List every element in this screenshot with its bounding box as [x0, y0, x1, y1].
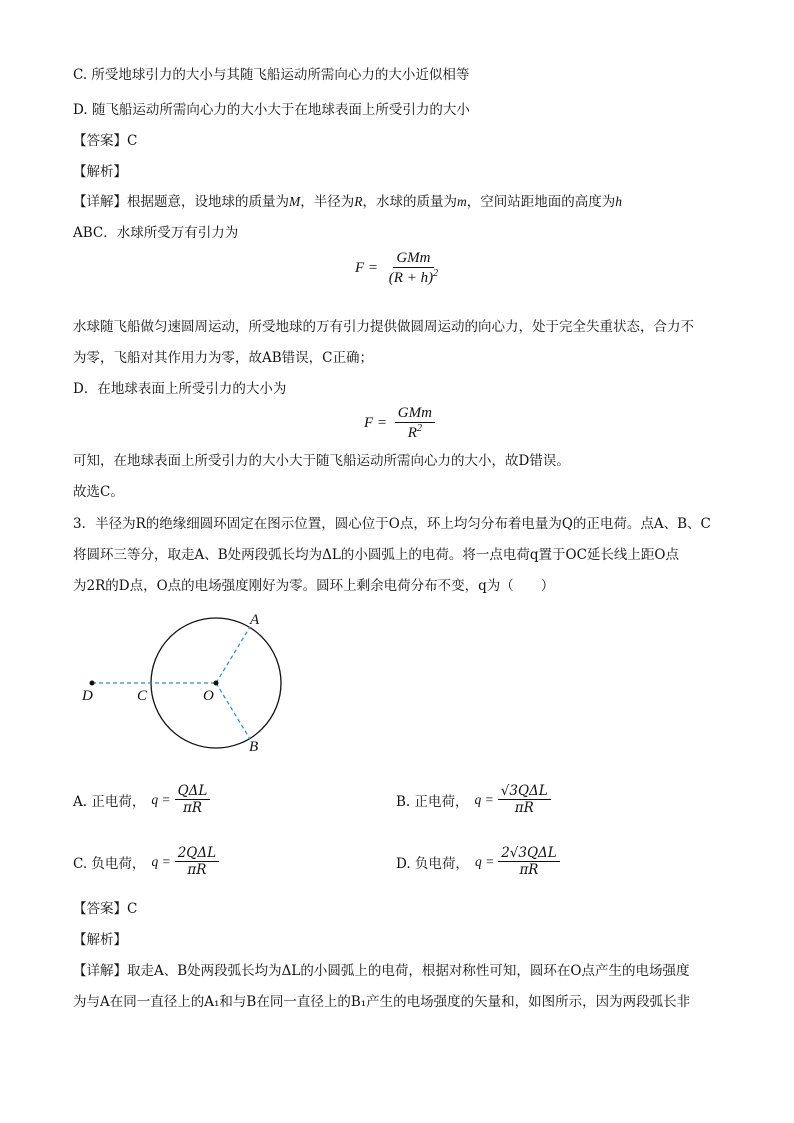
eq1-denominator: (R + h) [388, 270, 434, 286]
option-b-den: πR [514, 800, 534, 816]
eq2-lhs: F = [364, 414, 388, 431]
option-c-label: C. 负电荷， [73, 855, 146, 872]
eq2-exponent: 2 [416, 423, 422, 434]
option-c-den: πR [187, 862, 207, 878]
detail-line [73, 192, 622, 212]
detail-text: 【详解】根据题意，设地球的质量为 [73, 194, 289, 210]
label-d: D [82, 688, 93, 704]
answer-label: 【答案】C [73, 133, 138, 149]
q3-analysis-label: 【解析】 [73, 932, 127, 948]
dashed-oa [216, 627, 250, 683]
analysis-label: 【解析】 [73, 164, 127, 180]
point-d [90, 681, 95, 686]
option-a-label: A. 正电荷， [73, 793, 146, 810]
option-c[interactable] [73, 845, 219, 878]
equation-gravity-surface [364, 405, 435, 442]
conclusion-line: 可知，在地球表面上所受引力的大小大于随飞船运动所需向心力的大小，故D错误。 [73, 453, 570, 469]
option-d-q: q = [474, 853, 495, 869]
eq1-exponent: 2 [433, 268, 439, 279]
option-d[interactable] [396, 845, 560, 878]
eq1-numerator: GMm [393, 250, 433, 268]
d-line: D．在地球表面上所受引力的大小为 [73, 381, 287, 397]
detail-text-2: ，半径为 [300, 194, 355, 210]
dashed-ob [216, 683, 250, 739]
q3-line-1: 3．半径为R的绝缘细圆环固定在图示位置，圆心位于O点，环上均匀分布着电量为Q的正电荷。点A、B、C [73, 516, 711, 532]
eq2-numerator: GMm [395, 405, 435, 423]
equation-gravity-orbit [355, 250, 441, 287]
label-b: B [249, 739, 259, 755]
option-d-text: D. 随飞船运动所需向心力的大小大于在地球表面上所受引力的大小 [73, 102, 470, 118]
option-c-q: q = [151, 853, 171, 869]
abc-line: ABC．水球所受万有引力为 [73, 225, 239, 241]
option-a[interactable] [73, 783, 210, 816]
eq1-lhs: F = [355, 259, 379, 276]
option-d-num: 2√3QΔL [498, 845, 560, 862]
option-b[interactable] [396, 783, 551, 816]
paragraph-line-2: 为零，飞船对其作用力为零，故AB错误，C正确； [73, 350, 373, 366]
var-R: R [354, 194, 363, 209]
option-d-den: πR [519, 862, 539, 878]
option-a-num: QΔL [175, 783, 211, 800]
detail-text-3: ，水球的质量为 [362, 194, 457, 210]
option-b-label: B. 正电荷， [396, 793, 469, 810]
var-h: h [615, 194, 622, 209]
detail-text-4: ，空间站距地面的高度为 [466, 194, 616, 210]
option-a-q: q = [151, 791, 171, 807]
label-c: C [137, 688, 148, 704]
eq2-denominator: R [407, 425, 417, 441]
label-o: O [203, 688, 214, 704]
paragraph-line-1: 水球随飞船做匀速圆周运动，所受地球的万有引力提供做圆周运动的向心力，处于完全失重状态，合力不 [73, 319, 694, 335]
var-M: M [289, 194, 301, 209]
circle-figure [70, 605, 310, 755]
q3-line-2: 将圆环三等分，取走A、B处两段弧长均为ΔL的小圆弧上的电荷。将一点电荷q置于OC延长线上距O点 [73, 547, 679, 563]
option-d-label: D. 负电荷， [396, 855, 469, 872]
q3-detail-line-1: 【详解】取走A、B处两段弧长均为ΔL的小圆弧上的电荷，根据对称性可知，圆环在O点产生的电场强度 [73, 963, 690, 979]
q3-line-3: 为2R的D点，O点的电场强度刚好为零。圆环上剩余电荷分布不变，q为（ ） [73, 578, 555, 594]
q3-detail-line-2: 为与A在同一直径上的A₁和与B在同一直径上的B₁产生的电场强度的矢量和，如图所示，因为两段弧长非 [73, 994, 691, 1010]
option-b-q: q = [474, 791, 494, 807]
choose-line: 故选C。 [73, 484, 124, 500]
label-a: A [250, 612, 260, 628]
option-a-den: πR [182, 800, 203, 816]
option-c-num: 2QΔL [175, 845, 219, 862]
option-b-num: √3QΔL [498, 783, 551, 800]
option-c-text: C. 所受地球引力的大小与其随飞船运动所需向心力的大小近似相等 [73, 67, 470, 83]
var-m: m [457, 194, 467, 209]
q3-answer-label: 【答案】C [73, 901, 138, 917]
point-o [214, 681, 219, 686]
